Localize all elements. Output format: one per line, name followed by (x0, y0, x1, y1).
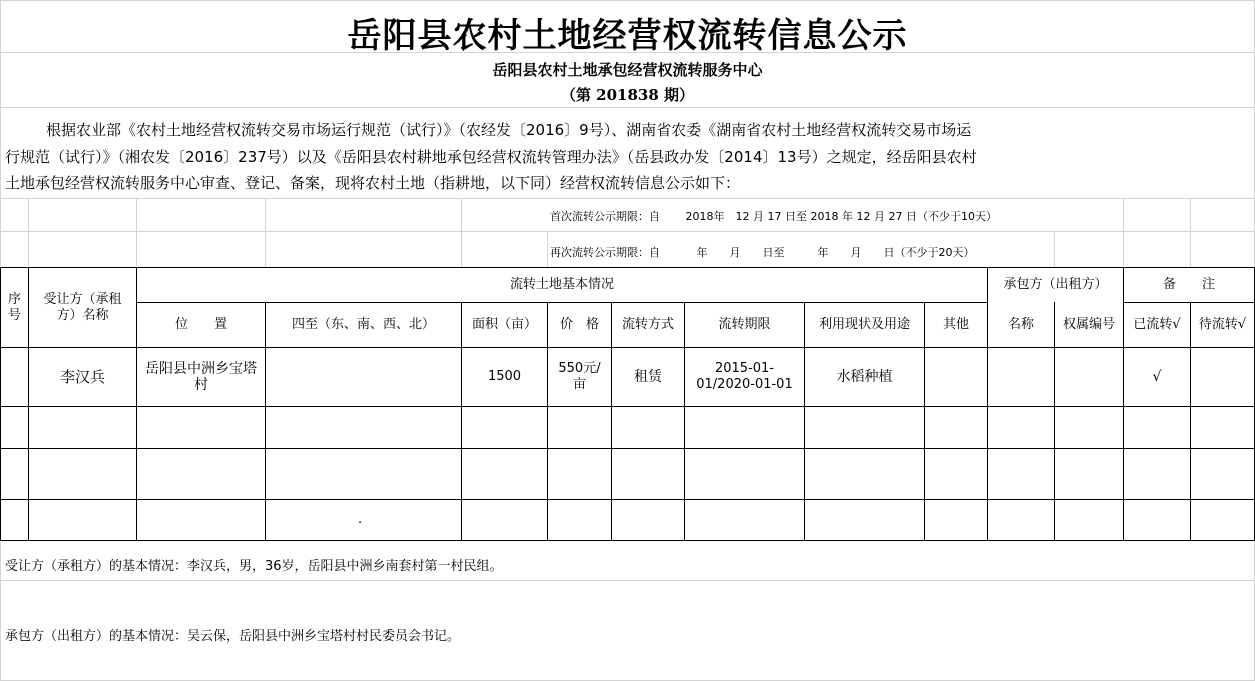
row-use: 水稻种植 (836, 369, 893, 385)
first-period: 首次流转公示期限：自 2018年 12 月 17 日至 2018 年 12 月 27 日（不少于10天） (550, 210, 997, 223)
header-other: 其他 (942, 317, 969, 332)
header-pending: 待流转√ (1198, 317, 1247, 332)
header-term: 流转期限 (718, 317, 771, 332)
issue-number: （第 201838 期） (560, 86, 695, 104)
grid-line (461, 198, 462, 268)
header-land-info: 流转土地基本情况 (509, 277, 614, 292)
table-border (0, 540, 1255, 541)
grid-line (28, 198, 29, 268)
grid-line (136, 198, 137, 268)
row-pending-check (1191, 348, 1254, 406)
row-seq (1, 348, 28, 406)
header-mode: 流转方式 (621, 317, 674, 332)
intro-line-2: 行规范（试行）》（湘农发〔2016〕237号）以及《岳阳县农村耕地承包经营权流转管理办法》（岳县政办发〔2014〕13号）之规定，经岳阳县农村 (5, 148, 977, 166)
row-cert (1055, 348, 1123, 406)
row-boundaries (266, 348, 461, 406)
table-border (0, 448, 1255, 449)
row-term: 2015-01- 01/2020-01-01 (696, 361, 793, 392)
header-name: 名称 (1007, 317, 1034, 332)
header-cert: 权属编号 (1062, 317, 1115, 332)
page-title: 岳阳县农村土地经营权流转信息公示 (347, 16, 908, 56)
contractor-info: 承包方（出租方）的基本情况：吴云保，岳阳县中洲乡宝塔村村民委员会书记。 (5, 629, 461, 644)
grid-line (1123, 198, 1124, 268)
row-name (988, 348, 1054, 406)
row-mode: 租赁 (634, 369, 662, 385)
grid-line (0, 198, 1255, 199)
grid-line (547, 231, 548, 268)
header-use: 利用现状及用途 (818, 317, 910, 332)
row-location: 岳阳县中洲乡宝塔 村 (145, 361, 257, 393)
header-remark: 备 注 (1162, 277, 1215, 292)
row-other (925, 348, 987, 406)
table-border (0, 406, 1255, 407)
second-period: 再次流转公示期限：自 年 月 日至 年 月 日（不少于20天） (550, 246, 975, 259)
transferee-info: 受让方（承租方）的基本情况：李汉兵，男，36岁，岳阳县中洲乡南套村第一村民组。 (5, 559, 503, 574)
page-subtitle: 岳阳县农村土地承包经营权流转服务中心 (492, 61, 763, 79)
grid-line (0, 0, 1255, 1)
row-price: 550元/ 亩 (558, 361, 601, 392)
row-transferred-check: √ (1152, 369, 1162, 385)
table-border (0, 499, 1255, 500)
stray-dot: . (358, 512, 363, 527)
header-boundaries: 四至（东、南、西、北） (291, 317, 435, 332)
intro-line-1: 根据农业部《农村土地经营权流转交易市场运行规范（试行）》（农经发〔2016〕9号）、湖南省农委《湖南省农村土地经营权流转交易市场运 (46, 121, 972, 139)
grid-line (1190, 198, 1191, 268)
intro-line-3: 土地承包经营权流转服务中心审查、登记、备案，现将农村土地（指耕地，以下同）经营权流转信息公示如下： (5, 174, 741, 192)
row-area: 1500 (487, 369, 522, 384)
header-transferred: 已流转√ (1133, 317, 1181, 332)
grid-line (0, 231, 1255, 232)
header-price: 价 格 (559, 317, 599, 332)
header-transferee: 受让方（承租 方）名称 (43, 291, 122, 323)
header-contractor: 承包方（出租方） (1003, 277, 1108, 292)
header-area: 面积（亩） (471, 317, 537, 332)
grid-line (0, 580, 1255, 581)
row-transferee: 李汉兵 (59, 368, 105, 386)
header-location: 位 置 (174, 317, 227, 332)
grid-line (1054, 231, 1055, 268)
grid-line (0, 107, 1255, 108)
grid-line (265, 198, 266, 268)
header-seq: 序 号 (7, 291, 21, 323)
